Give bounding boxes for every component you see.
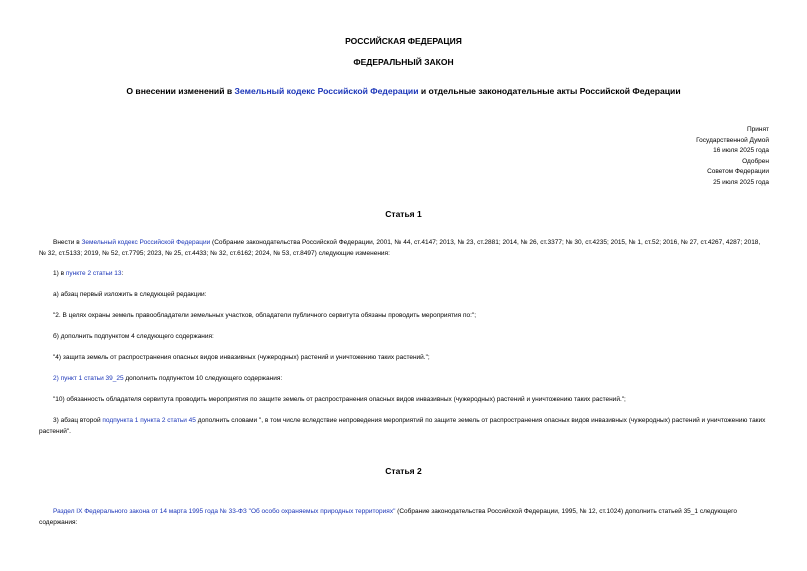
item-3-after: дополнить словами ", в том числе вследствие непроведения мероприятий по защите земель от распространения опасных видов инвазивных (чужеродных) растений и уничтожению таких растений". [39, 417, 766, 435]
item-1-b: б) дополнить подпунктом 4 следующего содержания: [53, 333, 214, 340]
article-1-intro [39, 238, 768, 259]
adoption-block [696, 125, 769, 188]
country-heading: РОССИЙСКАЯ ФЕДЕРАЦИЯ [345, 36, 462, 46]
article-45-link[interactable]: подпункта 1 пункта 2 статьи 45 [102, 417, 196, 424]
law-title-after: и отдельные законодательные акты Российской Федерации [418, 86, 681, 96]
item-2-quote: "10) обязанность обладателя сервитута проводить мероприятия по защите земель от распространения опасных видов инвазивных (чужеродных) растений и уничтожению таких растений."; [53, 396, 626, 403]
article-39-25-link[interactable]: пункт 1 статьи 39_25 [60, 375, 124, 382]
adoption-line-4: Одобрен [742, 157, 769, 165]
law-type-heading: ФЕДЕРАЛЬНЫЙ ЗАКОН [353, 57, 454, 67]
adoption-line-3: 16 июля 2025 года [713, 147, 769, 154]
article-1-heading: Статья 1 [385, 209, 422, 219]
adoption-line-1: Принят [746, 126, 769, 133]
land-code-link[interactable]: Земельный кодекс Российской Федерации [234, 86, 419, 96]
article-1-intro-before: Внести в [53, 239, 82, 246]
federal-law-33-fz-link[interactable]: Раздел IX Федерального закона от 14 марта 1995 года № 33-ФЗ "Об особо охраняемых природных территориях" [53, 508, 396, 515]
item-3 [39, 416, 768, 437]
land-code-link-2[interactable]: Земельный кодекс Российской Федерации [81, 239, 211, 246]
adoption-line-2: Государственной Думой [696, 136, 769, 144]
article-1-intro-after: (Собрание законодательства Российской Федерации, 2001, № 44, ст.4147; 2013, № 23, ст.2881; 2014, № 26, ст.3377; № 30, ст.4235; 2015, № 1, ст.52; 2016, № 27, ст.4267, 4287; 2018, № 32, ст.5133; 2019, № 52, ст.7795; 2023, № 25, ст.4433; № 32, ст.6162; 2024, № 53, ст.8497) следующие изменения: [39, 239, 761, 257]
article-2-heading: Статья 2 [385, 466, 422, 476]
item-1-a: а) абзац первый изложить в следующей редакции: [53, 291, 207, 298]
item-2-after: дополнить подпунктом 10 следующего содержания: [123, 375, 283, 382]
law-title [0, 86, 807, 96]
article-13-link[interactable]: пункте 2 статьи 13 [65, 270, 122, 277]
law-title-before: О внесении изменений в [126, 86, 235, 96]
item-1-b-quote: "4) защита земель от распространения опасных видов инвазивных (чужеродных) растений и уничтожению таких растений."; [53, 354, 430, 361]
item-1-after: : [121, 270, 124, 277]
article-2-intro [39, 507, 768, 528]
item-3-before: 3) абзац второй [53, 417, 103, 424]
item-2 [39, 374, 768, 385]
item-1-a-quote: "2. В целях охраны земель правообладатели земельных участков, обладатели публичного сервитута обязаны проводить мероприятия по:"; [53, 312, 477, 319]
article-2-intro-after: (Собрание законодательства Российской Федерации, 1995, № 12, ст.1024) дополнить статьей 35_1 следующего содержания: [39, 508, 737, 526]
adoption-line-5: Советом Федерации [707, 168, 769, 175]
item-1-before: 1) в [53, 270, 66, 277]
adoption-line-6: 25 июля 2025 года [713, 178, 769, 186]
item-1 [39, 269, 768, 280]
item-2-number: 2) [53, 375, 61, 382]
